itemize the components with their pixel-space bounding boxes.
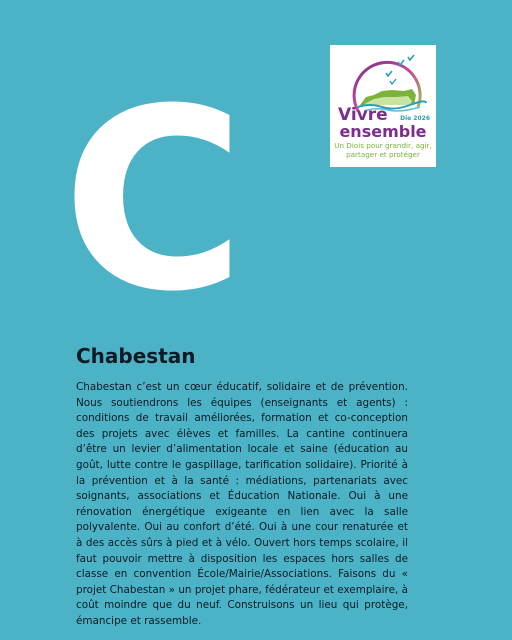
bird-icon: [390, 79, 396, 84]
logo-title-line2: ensemble: [339, 122, 427, 141]
body-paragraph: Chabestan c’est un cœur éducatif, solidaire et de prévention. Nous soutiendrons les équipes (enseignants et agents) : conditions de travail améliorées, formation et co-conception des projets avec élèves et familles. La cantine continuera d’être un levier d’alimentation locale et saine (éducation au goût, lutte contre le gaspillage, tarification solidaire). Priorité à la prévention et à la santé : médiations, partenariats avec soignants, associations et Éducation Nationale. Oui à une rénovation énergétique exigeante en lien avec la salle polyvalente. Oui au confort d’été. Oui à une cour renaturée et à des accès sûrs à pied et à vélo. Ouvert hors temps scolaire, il faut pouvoir mettre à disposition les espaces hors salles de classe en convention École/Mairie/Associations. Faisons du « projet Chabestan » un projet phare, fédérateur et exemplaire, à coût moindre que du neuf. Construisons un lieu qui protège, émancipe et rassemble.: [76, 381, 408, 627]
logo-title-line1: Vivre: [338, 105, 388, 125]
logo-tagline: Un Diois pour grandir, agir, partager et protéger: [334, 141, 432, 159]
logo-year: Die 2026: [400, 115, 430, 122]
bird-icon: [386, 71, 392, 76]
logo: [330, 45, 436, 167]
page-title: Chabestan: [76, 344, 196, 368]
bird-icon: [398, 60, 404, 65]
decorative-letter: C: [62, 55, 242, 346]
bird-icon: [408, 55, 414, 60]
